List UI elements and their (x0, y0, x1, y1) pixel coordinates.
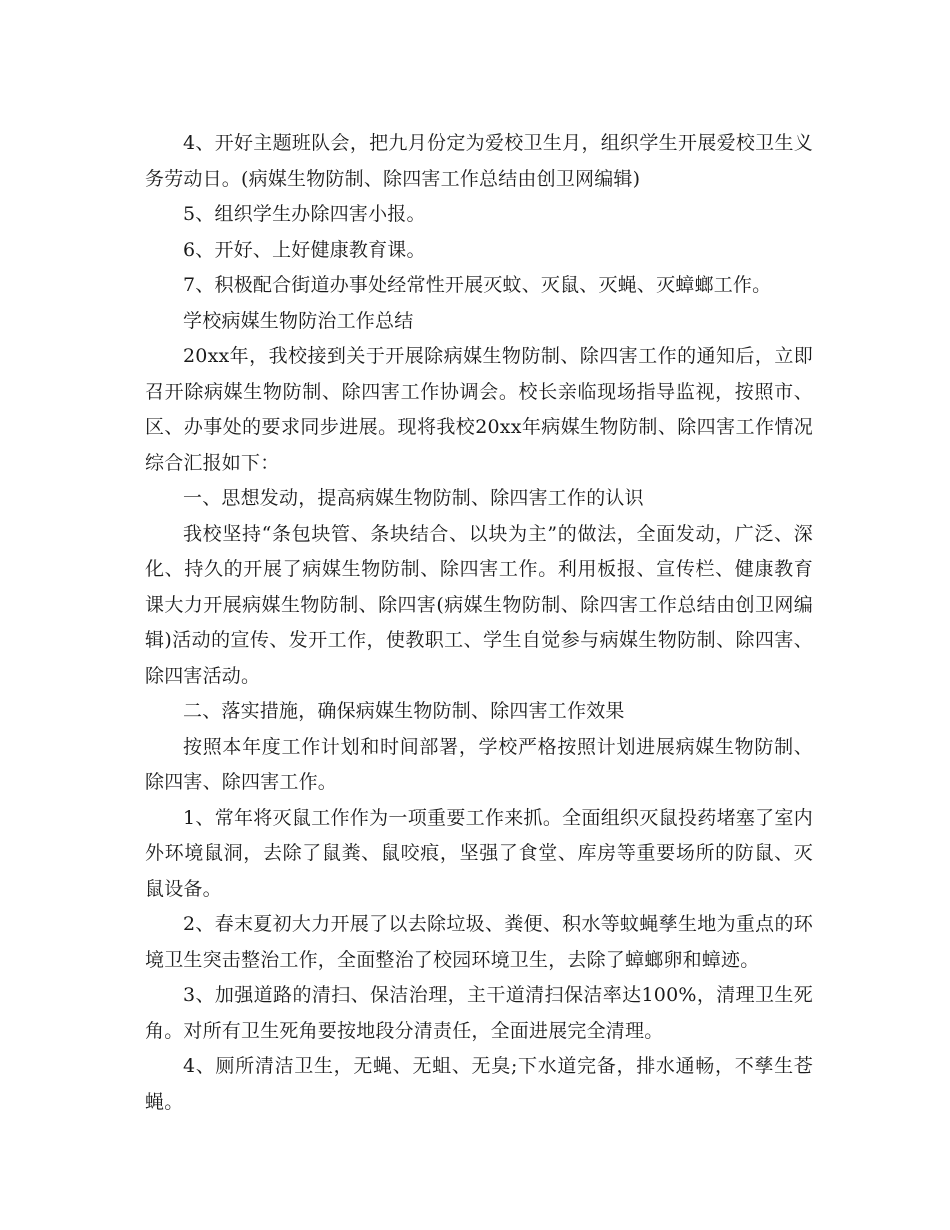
paragraph-3: 6、开好、上好健康教育课。 (183, 238, 426, 261)
heading-two: 二、落实措施，确保病媒生物防制、除四害工作效果 (183, 700, 625, 722)
paragraph-intro: 20xx年，我校接到关于开展除病媒生物防制、除四害工作的通知后，立即召开除病媒生物防制、除四害工作协调会。校长亲临现场指导监视，按照市、区、办事处的要求同步进展。现将我校20xx年病媒生物防制、除四害工作情况综合汇报如下： (145, 345, 813, 474)
paragraph-1: 4、开好主题班队会，把九月份定为爱校卫生月，组织学生开展爱校卫生义务劳动日。(病媒生物防制、除四害工作总结由创卫网编辑) (145, 132, 813, 190)
paragraph-4: 7、积极配合街道办事处经常性开展灭蚊、灭鼠、灭蝇、灭蟑螂工作。 (183, 274, 772, 296)
document-body (145, 126, 813, 1120)
paragraph-13: 4、厕所清洁卫生，无蝇、无蛆、无臭;下水道完备，排水通畅，不孳生苍蝇。 (145, 1055, 813, 1113)
section-title: 学校病媒生物防治工作总结 (183, 309, 414, 332)
paragraph-7: 我校坚持“条包块管、条块结合、以块为主”的做法，全面发动，广泛、深化、持久的开展了病媒生物防制、除四害工作。利用板报、宣传栏、健康教育课大力开展病媒生物防制、除四害(病媒生物防制、除四害工作总结由创卫网编辑)活动的宣传、发开工作，使教职工、学生自觉参与病媒生物防制、除四害、除四害活动。 (145, 522, 813, 687)
paragraph-10: 1、常年将灭鼠工作作为一项重要工作来抓。全面组织灭鼠投药堵塞了室内外环境鼠洞，去除了鼠粪、鼠咬痕，坚强了食堂、库房等重要场所的防鼠、灭鼠设备。 (145, 806, 813, 900)
paragraph-9: 按照本年度工作计划和时间部署，学校严格按照计划进展病媒生物防制、除四害、除四害工作。 (145, 735, 813, 793)
paragraph-11: 2、春末夏初大力开展了以去除垃圾、粪便、积水等蚊蝇孳生地为重点的环境卫生突击整治工作，全面整治了校园环境卫生，去除了蟑螂卵和蟑迹。 (145, 913, 813, 971)
paragraph-2: 5、组织学生办除四害小报。 (183, 203, 426, 225)
paragraph-12: 3、加强道路的清扫、保洁治理，主干道清扫保洁率达100%，清理卫生死角。对所有卫生死角要按地段分清责任，全面进展完全清理。 (145, 984, 813, 1042)
heading-one: 一、思想发动，提高病媒生物防制、除四害工作的认识 (183, 487, 644, 509)
